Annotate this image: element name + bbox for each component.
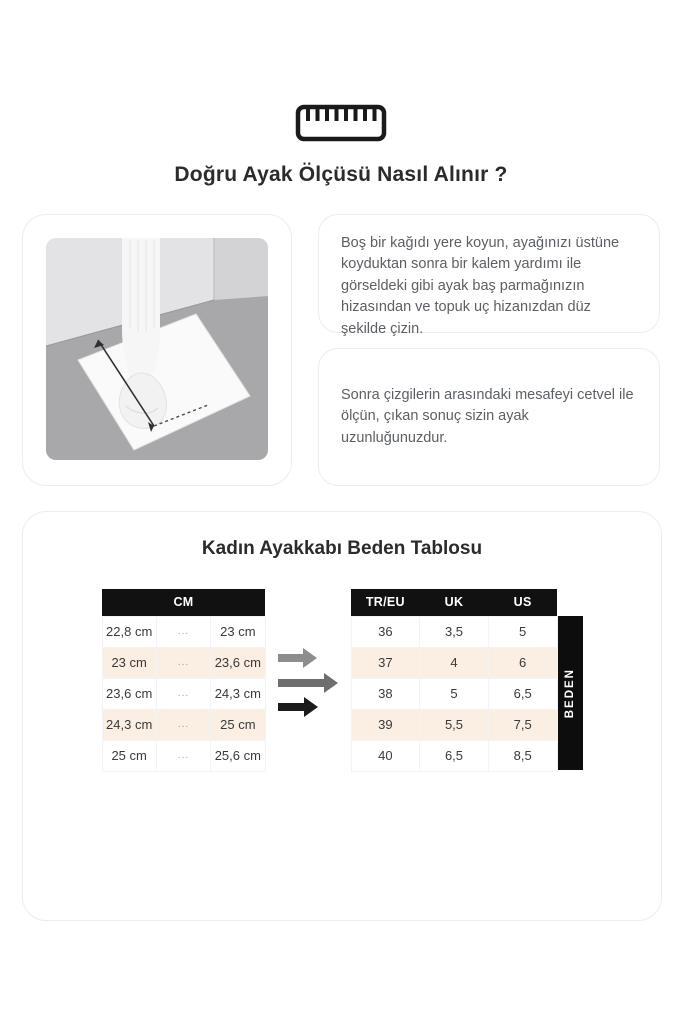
size-conversion-table: [351, 589, 558, 772]
size-table-row: [351, 709, 557, 740]
size-tr-eu: 39: [351, 709, 420, 740]
page-title: Doğru Ayak Ölçüsü Nasıl Alınır ?: [174, 163, 508, 186]
tables-row: [23, 589, 661, 772]
size-uk: 3,5: [420, 616, 489, 647]
cm-range-dots: ...: [156, 678, 210, 709]
col-header-uk: UK: [420, 589, 489, 616]
beden-label-text: BEDEN: [564, 667, 576, 719]
cm-from: 24,3 cm: [102, 709, 156, 740]
size-uk: 5,5: [420, 709, 489, 740]
cm-from: 23 cm: [102, 647, 156, 678]
size-table-row: [351, 616, 557, 647]
cm-from: 25 cm: [102, 740, 156, 771]
ruler-icon: [295, 103, 387, 143]
foot-measurement-photo: [46, 238, 268, 460]
cm-table-row: [102, 709, 265, 740]
size-us: 5: [488, 616, 557, 647]
instruction-step-2: [318, 348, 660, 486]
size-us: 7,5: [488, 709, 557, 740]
foot-measurement-photo-card: [22, 214, 292, 486]
cm-to: 25 cm: [211, 709, 265, 740]
cm-table-header: CM: [102, 589, 265, 616]
cm-to: 25,6 cm: [211, 740, 265, 771]
size-us: 8,5: [488, 740, 557, 771]
conversion-arrows: [273, 646, 345, 718]
size-uk: 4: [420, 647, 489, 678]
size-table-header-row: [351, 589, 557, 616]
cm-to: 23,6 cm: [211, 647, 265, 678]
cm-table: [102, 589, 266, 772]
instruction-step-2-text: Sonra çizgilerin arasındaki mesafeyi cetvel ile ölçün, çıkan sonuç sizin ayak uzunluğunuzdur.: [341, 386, 634, 446]
cm-table-row: [102, 678, 265, 709]
size-us: 6,5: [488, 678, 557, 709]
instruction-step-1: Boş bir kağıdı yere koyun, ayağınızı üstüne koyduktan sonra bir kalem yardımı ile görseldeki gibi ayak baş parmağınızın hizasından ve topuk uç hizanızdan düz şekilde çizin.: [318, 214, 660, 333]
cm-to: 23 cm: [211, 616, 265, 647]
cm-to: 24,3 cm: [211, 678, 265, 709]
size-uk: 5: [420, 678, 489, 709]
size-uk: 6,5: [420, 740, 489, 771]
right-arrows-icon: [277, 646, 341, 718]
cm-from: 22,8 cm: [102, 616, 156, 647]
size-table-row: [351, 647, 557, 678]
col-header-us: US: [488, 589, 557, 616]
size-section-title: Kadın Ayakkabı Beden Tablosu: [201, 538, 483, 559]
size-tr-eu: 37: [351, 647, 420, 678]
cm-range-dots: ...: [156, 616, 210, 647]
size-tr-eu: 40: [351, 740, 420, 771]
cm-table-row: [102, 647, 265, 678]
size-us: 6: [488, 647, 557, 678]
size-table-section: [22, 511, 662, 921]
size-tr-eu: 36: [351, 616, 420, 647]
cm-from: 23,6 cm: [102, 678, 156, 709]
beden-vertical-label: [558, 616, 583, 770]
instructions-section: [0, 214, 682, 486]
cm-table-row: [102, 616, 265, 647]
cm-range-dots: ...: [156, 647, 210, 678]
cm-range-dots: ...: [156, 709, 210, 740]
header: [0, 0, 682, 187]
col-header-tr-eu: TR/EU: [351, 589, 420, 616]
size-table-row: [351, 740, 557, 771]
size-tr-eu: 38: [351, 678, 420, 709]
cm-table-row: [102, 740, 265, 771]
instruction-boxes: [318, 214, 660, 486]
size-table-row: [351, 678, 557, 709]
cm-range-dots: ...: [156, 740, 210, 771]
